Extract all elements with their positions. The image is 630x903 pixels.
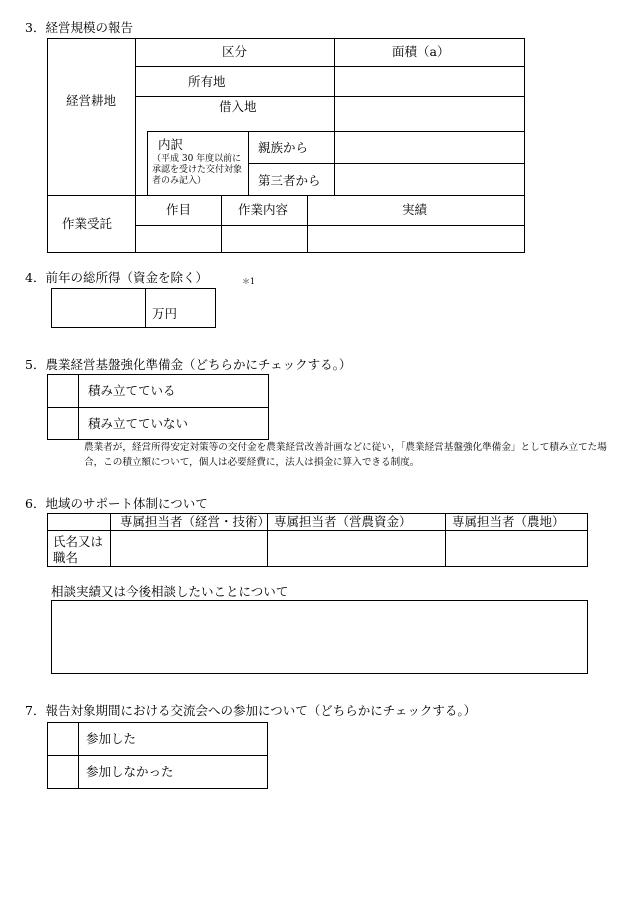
participated-label: 参加した (86, 731, 137, 746)
reserve-no-checkbox[interactable] (48, 408, 78, 439)
section3-heading: 3．経営規模の報告 (25, 20, 133, 35)
breakdown-note: （平成 30 年度以前に承認を受けた交付対象者のみ記入） (152, 154, 243, 186)
finance-contact-field[interactable] (268, 531, 445, 566)
income-unit-label: 万円 (152, 306, 178, 321)
col-farmland-header: 専属担当者（農地） (452, 514, 565, 529)
footnote-mark: ＊1 (242, 277, 256, 286)
owned-land-label: 所有地 (188, 74, 226, 89)
work-content-header: 作業内容 (238, 202, 289, 217)
section7-heading: 7．報告対象期間における交流会への参加について（どちらかにチェックする。） (25, 703, 477, 718)
not-participated-label: 参加しなかった (86, 764, 174, 779)
consultation-box[interactable] (51, 600, 588, 674)
contract-work-label: 作業受託 (62, 216, 113, 231)
col-area-header: 面積（a） (392, 44, 450, 59)
col-category-header: 区分 (222, 44, 248, 59)
reserve-note: 農業者が，経営所得安定対策等の交付金を農業経営改善計画などに従い，「農業経営基盤強化準備金」として積み立てた場合，この積立額について，個人は必要経費に，法人は損金に算入できる制度。 (84, 442, 607, 468)
reserve-no-label: 積み立てていない (88, 416, 189, 431)
name-or-title-label: 氏名又は職名 (53, 534, 104, 565)
crop-header: 作目 (166, 202, 192, 217)
col-management-header: 専属担当者（経営・技術） (120, 514, 271, 529)
management-contact-field[interactable] (111, 531, 267, 566)
breakdown-label: 内訳 (158, 137, 184, 152)
section5-heading: 5．農業経営基盤強化準備金（どちらかにチェックする。） (25, 357, 352, 372)
consultation-label: 相談実績又は今後相談したいことについて (51, 584, 289, 599)
participated-checkbox[interactable] (48, 723, 78, 755)
results-header: 実績 (402, 202, 428, 217)
from-third-party-label: 第三者から (258, 173, 321, 188)
reserve-yes-label: 積み立てている (88, 383, 176, 398)
section6-heading: 6．地域のサポート体制について (25, 496, 208, 511)
col-finance-header: 専属担当者（営農資金） (274, 514, 412, 529)
reserve-yes-checkbox[interactable] (48, 375, 78, 407)
not-participated-checkbox[interactable] (48, 756, 78, 788)
from-relatives-label: 親族から (258, 140, 309, 155)
leased-land-label: 借入地 (219, 99, 257, 114)
farmland-contact-field[interactable] (446, 531, 587, 566)
section4-heading: 4．前年の総所得（資金を除く） (25, 270, 208, 285)
farmland-label: 経営耕地 (66, 93, 117, 108)
